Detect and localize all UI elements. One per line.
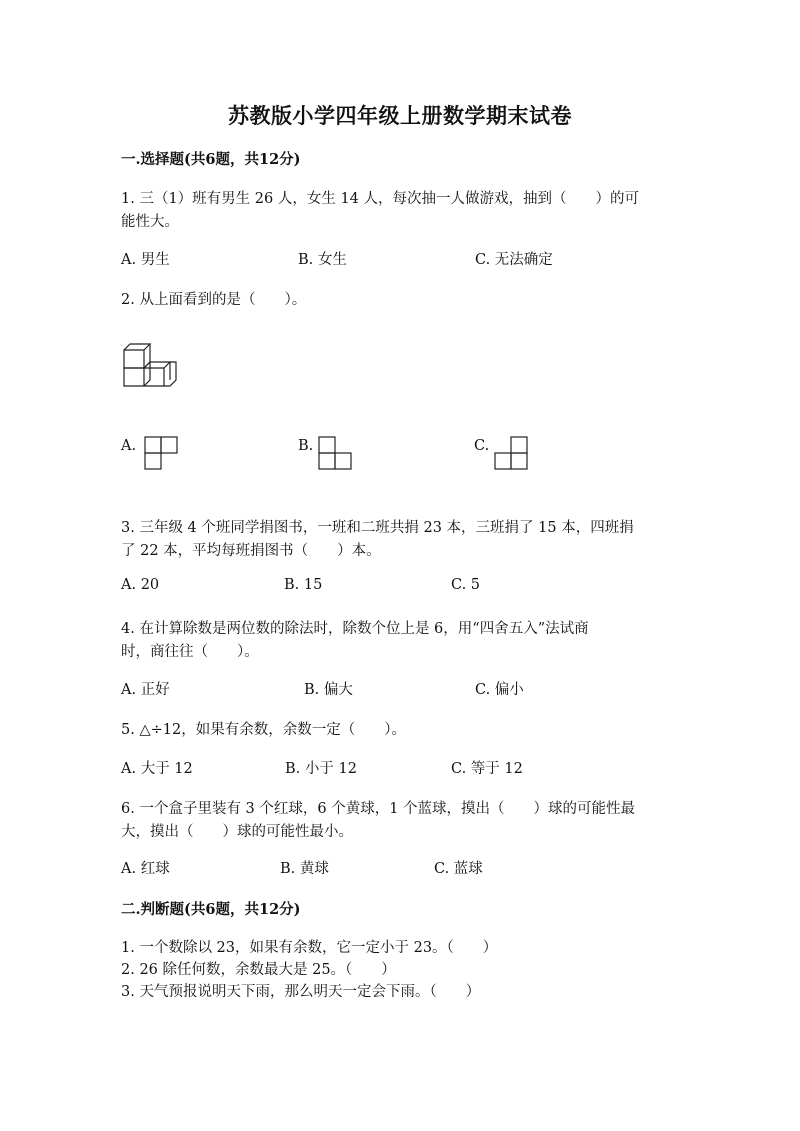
judgement-item-1: 1. 一个数除以 23，如果有余数，它一定小于 23。（ ）: [121, 940, 498, 956]
question-5-option-b: B. 小于 12: [285, 761, 357, 777]
question-6-option-b: B. 黄球: [280, 861, 329, 877]
question-6-text-line-1: 6. 一个盒子里装有 3 个红球，6 个黄球，1 个蓝球，摸出（ ）球的可能性最: [121, 801, 636, 817]
question-4-text-line-2: 时，商往往（ ）。: [121, 644, 259, 660]
question-1-text-line-1: 1. 三（1）班有男生 26 人，女生 14 人，每次抽一人做游戏，抽到（ ）的可: [121, 191, 640, 207]
option-b-view-figure: [317, 435, 353, 471]
question-6-option-a: A. 红球: [121, 861, 170, 877]
question-1-option-a: A. 男生: [121, 252, 170, 268]
judgement-item-3: 3. 天气预报说明天下雨，那么明天一定会下雨。（ ）: [121, 984, 481, 1000]
question-4-text-line-1: 4. 在计算除数是两位数的除法时，除数个位上是 6，用“四舍五入”法试商: [121, 621, 589, 637]
section-heading-choice: 一.选择题(共6题，共12分): [121, 151, 301, 168]
question-1-option-c: C. 无法确定: [475, 252, 553, 268]
question-6-option-c: C. 蓝球: [434, 861, 483, 877]
section-heading-judgement: 二.判断题(共6题，共12分): [121, 901, 301, 918]
question-2-text: 2. 从上面看到的是（ ）。: [121, 292, 307, 308]
question-3-option-a: A. 20: [121, 577, 160, 593]
question-3-option-b: B. 15: [284, 577, 323, 593]
question-3-text-line-1: 3. 三年级 4 个班同学捐图书，一班和二班共捐 23 本，三班捐了 15 本，四班捐: [121, 520, 634, 536]
question-4-option-c: C. 偏小: [475, 682, 524, 698]
question-4-option-b: B. 偏大: [304, 682, 353, 698]
option-c-view-figure: [493, 435, 529, 471]
question-2-option-c: C.: [474, 438, 490, 454]
option-a-view-figure: [143, 435, 179, 471]
question-1-option-b: B. 女生: [298, 252, 347, 268]
question-1-text-line-2: 能性大。: [121, 214, 179, 230]
question-5-text: 5. △÷12，如果有余数，余数一定（ ）。: [121, 722, 406, 738]
stacked-cubes-figure: [118, 340, 182, 390]
page-title: 苏教版小学四年级上册数学期末试卷: [228, 103, 572, 128]
question-5-option-c: C. 等于 12: [451, 761, 523, 777]
question-2-option-b: B.: [298, 438, 314, 454]
question-5-option-a: A. 大于 12: [121, 761, 193, 777]
question-3-option-c: C. 5: [451, 577, 481, 593]
judgement-item-2: 2. 26 除任何数，余数最大是 25。（ ）: [121, 962, 396, 978]
question-6-text-line-2: 大，摸出（ ）球的可能性最小。: [121, 824, 353, 840]
question-4-option-a: A. 正好: [121, 682, 170, 698]
question-3-text-line-2: 了 22 本，平均每班捐图书（ ）本。: [121, 543, 381, 559]
question-2-option-a: A.: [121, 438, 137, 454]
